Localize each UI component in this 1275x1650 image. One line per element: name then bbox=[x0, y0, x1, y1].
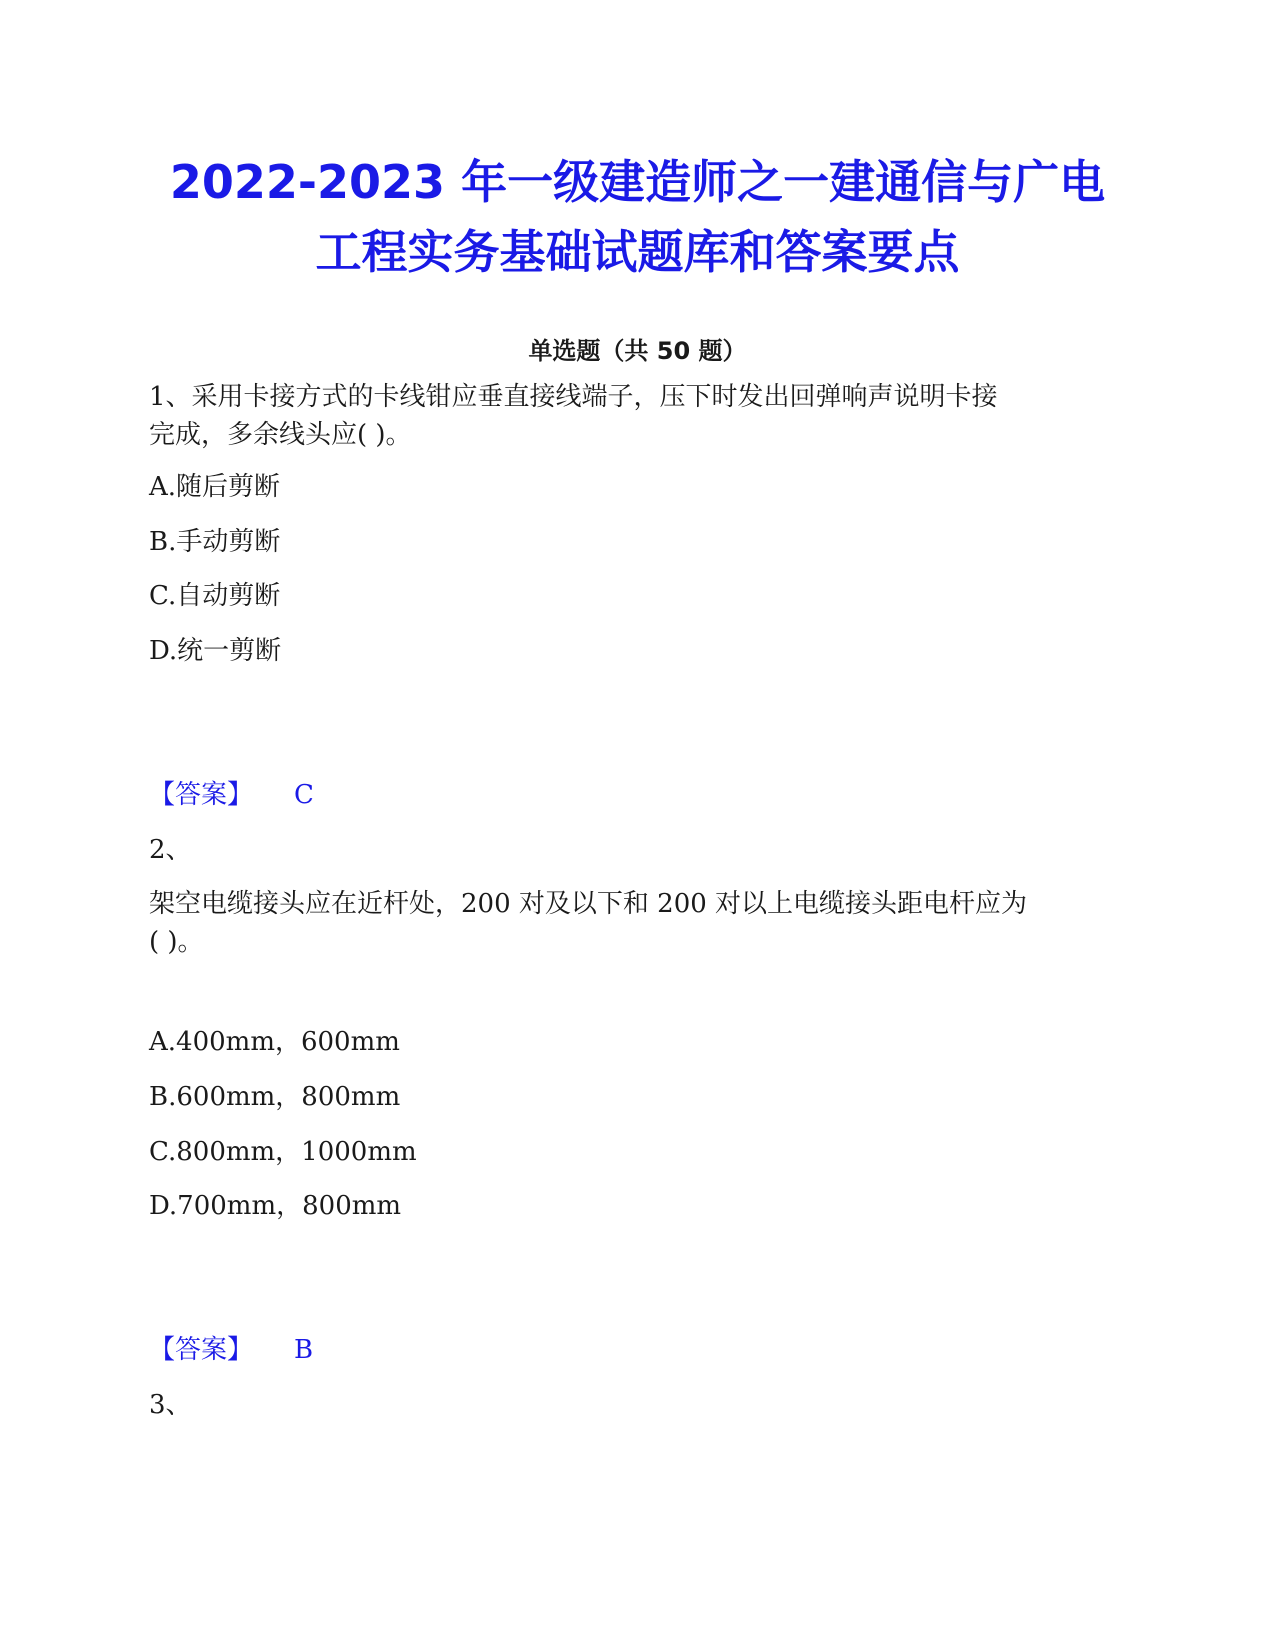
question-1-stem-line-2: 完成，多余线头应( )。 bbox=[149, 420, 412, 450]
question-2-option-c: C.800mm，1000mm bbox=[149, 1137, 417, 1167]
question-1-option-b: B.手动剪断 bbox=[149, 527, 281, 557]
question-1-answer-value: C bbox=[294, 780, 314, 810]
document-title-line-1: 2022-2023 年一级建造师之一建通信与广电 bbox=[169, 155, 1106, 209]
question-1-option-c: C.自动剪断 bbox=[149, 581, 281, 611]
question-1-stem-line-1: 1、采用卡接方式的卡线钳应垂直接线端子，压下时发出回弹响声说明卡接 bbox=[149, 382, 998, 412]
section-heading: 单选题（共 50 题） bbox=[528, 337, 747, 365]
question-2-stem-line-2: ( )。 bbox=[149, 927, 204, 957]
question-1-option-d: D.统一剪断 bbox=[149, 636, 282, 666]
question-3-number: 3、 bbox=[149, 1390, 192, 1420]
question-2-answer-label: 【答案】 bbox=[149, 1335, 254, 1365]
question-1-option-a: A.随后剪断 bbox=[149, 472, 281, 502]
question-2-answer-value: B bbox=[294, 1335, 314, 1365]
question-2-number: 2、 bbox=[149, 835, 192, 865]
question-1-answer-label: 【答案】 bbox=[149, 780, 254, 810]
question-2-option-a: A.400mm，600mm bbox=[149, 1027, 400, 1057]
question-2-stem-line-1: 架空电缆接头应在近杆处，200 对及以下和 200 对以上电缆接头距电杆应为 bbox=[149, 889, 1028, 919]
question-2-option-d: D.700mm，800mm bbox=[149, 1191, 402, 1221]
question-2-option-b: B.600mm，800mm bbox=[149, 1082, 401, 1112]
document-title-line-2: 工程实务基础试题库和答案要点 bbox=[315, 225, 960, 279]
